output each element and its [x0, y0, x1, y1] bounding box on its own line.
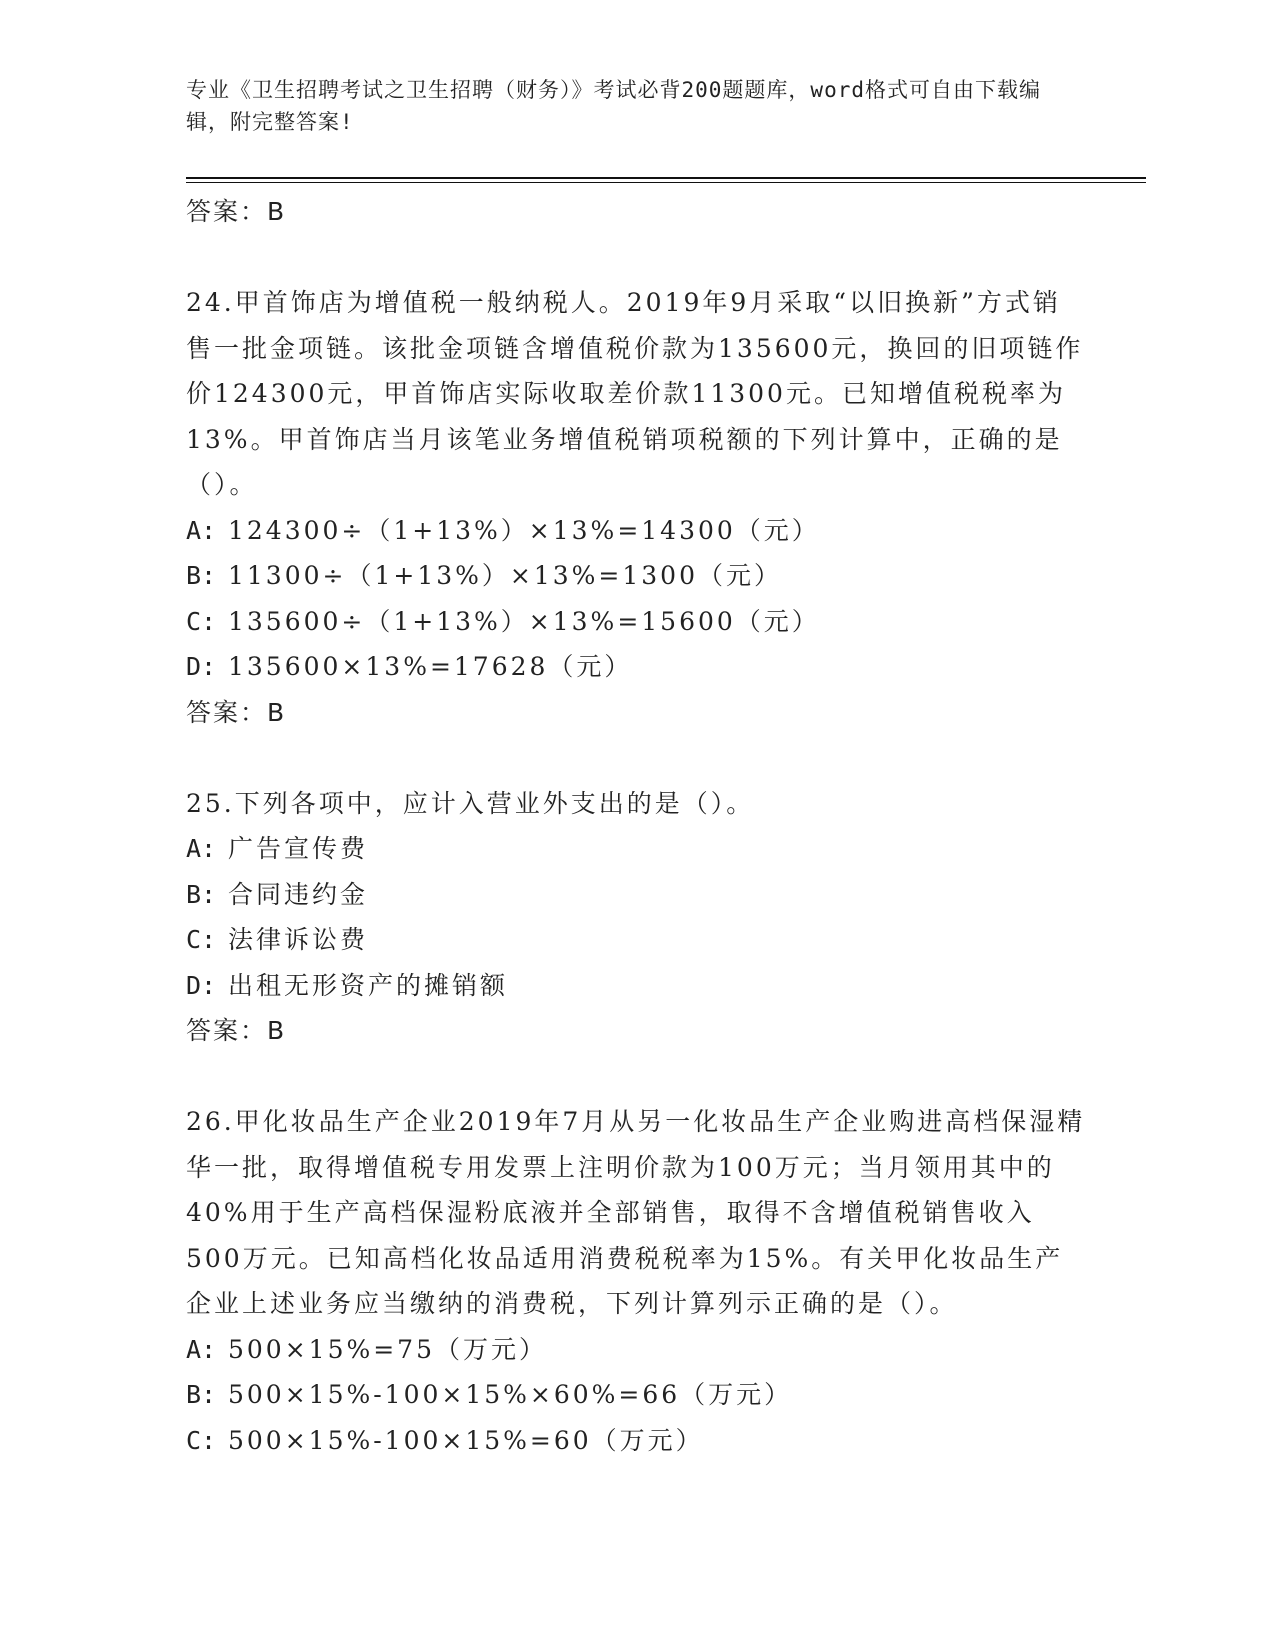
option-d	[186, 644, 1086, 690]
option-a	[186, 1327, 1086, 1373]
option-a	[186, 508, 1086, 554]
option-d	[186, 963, 1086, 1009]
question-stem: 24.甲首饰店为增值税一般纳税人。2019年9月采取“以旧换新”方式销售一批金项链。该批金项链含增值税价款为135600元，换回的旧项链作价124300元，甲首饰店实际收取差价款11300元。已知增值税税率为13%。甲首饰店当月该笔业务增值税销项税额的下列计算中，正确的是（）。	[186, 288, 1084, 499]
option-text: 135600×13%=17628（元）	[228, 652, 633, 681]
option-letter: B:	[186, 879, 217, 909]
document-header: 专业《卫生招聘考试之卫生招聘（财务）》考试必背200题题库，word格式可自由下载编辑，附完整答案!	[186, 78, 1041, 134]
question-24	[186, 280, 1086, 735]
option-c	[186, 599, 1086, 645]
option-letter: D:	[186, 970, 217, 1000]
option-letter: A:	[186, 515, 217, 545]
document-body	[186, 189, 1086, 1463]
option-b	[186, 553, 1086, 599]
question-stem: 26.甲化妆品生产企业2019年7月从另一化妆品生产企业购进高档保湿精华一批，取得增值税专用发票上注明价款为100万元；当月领用其中的40%用于生产高档保湿粉底液并全部销售，取得不含增值税销售收入500万元。已知高档化妆品适用消费税税率为15%。有关甲化妆品生产企业上述业务应当缴纳的消费税，下列计算列示正确的是（）。	[186, 1107, 1086, 1318]
option-letter: C:	[186, 925, 217, 954]
option-text: 法律诉讼费	[228, 925, 369, 954]
option-text: 135600÷（1+13%）×13%=15600（元）	[228, 606, 820, 636]
option-b	[186, 1372, 1086, 1418]
option-letter: A:	[186, 1334, 217, 1364]
option-text: 11300÷（1+13%）×13%=1300（元）	[228, 561, 782, 590]
option-text: 500×15%-100×15%=60（万元）	[228, 1425, 704, 1455]
option-c	[186, 917, 1086, 963]
option-c	[186, 1418, 1086, 1464]
option-text: 广告宣传费	[228, 834, 369, 863]
option-text: 出租无形资产的摊销额	[228, 970, 509, 1000]
question-26	[186, 1099, 1086, 1463]
answer-line: 答案：B	[186, 697, 287, 727]
option-b	[186, 872, 1086, 918]
question-stem: 25.下列各项中，应计入营业外支出的是（）。	[186, 788, 755, 818]
option-text: 合同违约金	[228, 879, 369, 909]
option-text: 500×15%=75（万元）	[228, 1334, 547, 1364]
answer-line: 答案：B	[186, 197, 287, 226]
option-letter: C:	[186, 606, 217, 636]
option-letter: B:	[186, 1380, 217, 1409]
option-letter: D:	[186, 652, 217, 681]
option-letter: C:	[186, 1425, 217, 1455]
answer-line: 答案：B	[186, 1016, 287, 1045]
header-rule-thin	[186, 182, 1146, 183]
option-text: 124300÷（1+13%）×13%=14300（元）	[228, 515, 820, 545]
option-letter: A:	[186, 834, 217, 863]
option-text: 500×15%-100×15%×60%=66（万元）	[228, 1380, 793, 1409]
question-25	[186, 781, 1086, 1054]
header-rule-thick	[186, 177, 1146, 179]
option-a	[186, 826, 1086, 872]
option-letter: B:	[186, 561, 217, 590]
